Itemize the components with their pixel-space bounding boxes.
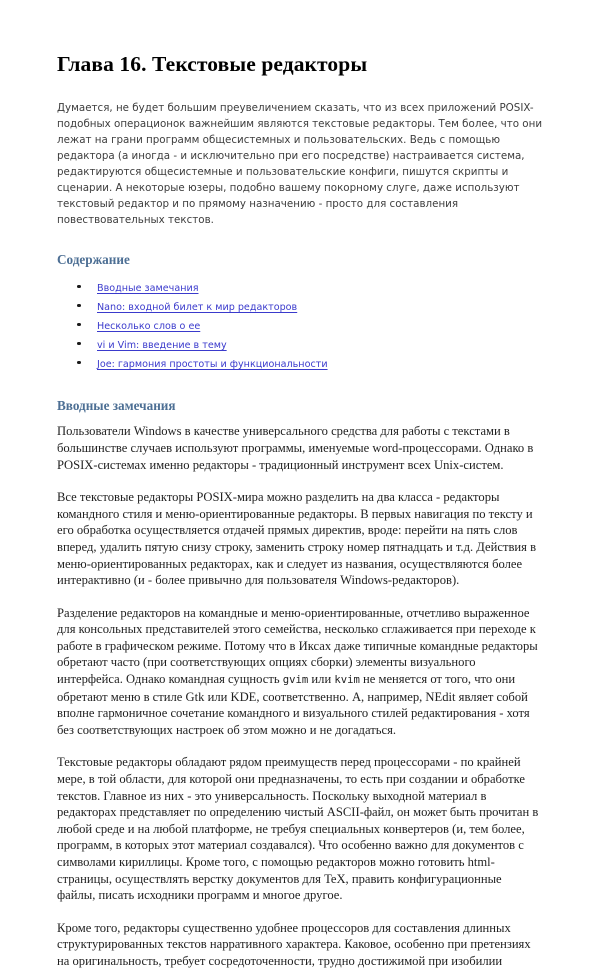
table-of-contents-heading: Содержание (57, 251, 130, 267)
toc-link-joe[interactable]: Joe: гармония простоты и функциональности (97, 358, 328, 370)
body-paragraph-5: Кроме того, редакторы существенно удобнее процессоров для составления длинных структурированных текстов нарративного характера. Каковое, особенно при претензиях на оригинальность, требует сосредоточенности, трудно достижимой при изобилии (57, 920, 531, 968)
list-item (57, 299, 543, 315)
body-paragraph-1: Пользователи Windows в качестве универсального средства для работы с текстами в большинстве случаев используют программы, именуемые word-процессорами. Однако в POSIX-системах именно редакторы - традиционный инструмент всех Unix-систем. (57, 424, 534, 472)
list-item (57, 356, 543, 372)
toc-link-neskolko-slov[interactable]: Несколько слов о ее (97, 320, 201, 332)
page-title: Глава 16. Текстовые редакторы (57, 52, 368, 76)
list-item (57, 318, 543, 334)
body-paragraph-4: Текстовые редакторы обладают рядом преимуществ перед процессорами - по крайней мере, в той области, для которой они предназначены, то есть при создании и обработке текстов. Главное из них - это универсальность. Поскольку выходной материал в редакторах представляет по определению чистый ASCII-файл, он может быть прочитан в любой среде и на любой платформе, не требуя специальных конвертеров (и, тем более, программ, в которых этот материал создавался). Что особенно важно для документов с символами кириллицы. Кроме того, с помощью редакторов можно готовить html-страницы, осуществлять верстку документов для TeX, править конфигурационные файлы, писать исходники программ и многое другое. (57, 755, 539, 903)
inline-code-gvim: gvim (282, 674, 309, 687)
paragraph-text-segment: или (308, 672, 335, 687)
inline-code-kvim: kvim (334, 674, 360, 687)
toc-link-nano[interactable]: Nano: входной билет к мир редакторов (97, 301, 298, 313)
intro-paragraph: Думается, не будет большим преувеличением сказать, что из всех приложений POSIX-подобных операционок важнейшим являются текстовые редакторы. Тем более, что они лежат на грани программ общесистемных и пользовательских. Ведь с помощью редактора (а иногда - и исключительно при его посредстве) настраивается система, редактируются общесистемные и пользовательские конфиги, пишутся скрипты и сценарии. А некоторые юзеры, подобно вашему покорному слуге, даже используют текстовый редактор и по прямому назначению - просто для составления повествовательных текстов. (57, 101, 543, 227)
body-paragraph-3 (57, 605, 543, 739)
body-paragraph-2: Все текстовые редакторы POSIX-мира можно разделить на два класса - редакторы командного стиля и меню-ориентированные редакторы. В первых навигация по тексту и его обработка осуществляется отдачей прямых директив, вроде: перейти на пять слов вперед, удалить пятую снизу строку, заменить строку номер пятнадцать и т.д. Действия в меню-ориентированных редакторах, как и следует из названия, осуществляются более интерактивно (и - более привычно для пользователя Windows-редакторов). (57, 490, 537, 588)
list-item (57, 337, 543, 353)
toc-link-vvodnye-zamechaniya[interactable]: Вводные замечания (97, 282, 199, 294)
paragraph-text-segment: Разделение редакторов на командные и меню-ориентированные, отчетливо выраженное для консольных представителей этого семейства, несколько сглаживается при переходе к работе в графическом режиме. Потому что в Иксах даже типичные командные редакторы обретают часто (при соответствующих опциях сборки) элементы визуального интерфейса. Однако командная сущность (57, 605, 538, 687)
document-content (57, 52, 543, 970)
paragraph-text-segment: не меняется от того, что они обретают меню в стиле Gtk или KDE, соответственно. А, например, NEdit являет собой вполне гармоничное сочетание командного и визуального стилей редактирования - хотя без соответствующих настроек об этом можно и не догадаться. (57, 672, 530, 737)
list-item (57, 280, 543, 296)
toc-link-vi-vim[interactable]: vi и Vim: введение в тему (97, 339, 227, 351)
table-of-contents-list (57, 280, 543, 372)
section-heading-vvodnye-zamechaniya: Вводные замечания (57, 398, 176, 414)
